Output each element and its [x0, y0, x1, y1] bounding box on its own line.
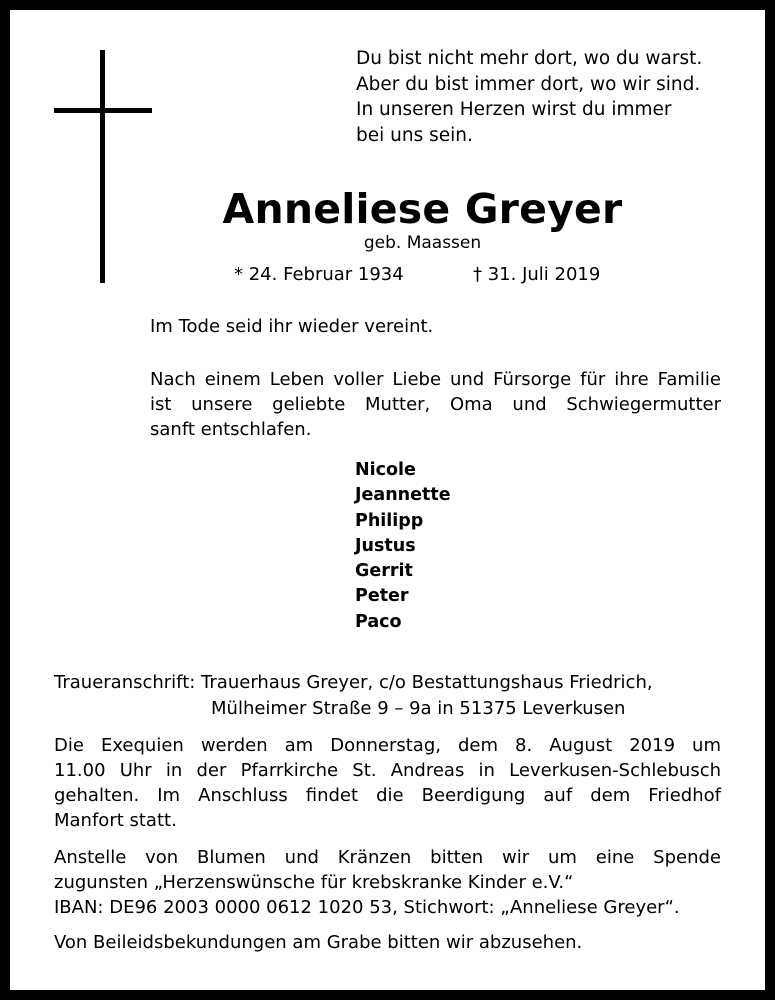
- maiden-name: geb. Maassen: [363, 233, 482, 253]
- poem-line: bei uns sein.: [356, 124, 473, 146]
- address-line: Traueranschrift: Trauerhaus Greyer, c/o Bestattungshaus Friedrich,: [54, 672, 653, 693]
- donation-paragraph: [54, 845, 721, 920]
- closing-line: Von Beileidsbekundungen am Grabe bitten wir abzusehen.: [54, 932, 583, 953]
- poem-line: Aber du bist immer dort, wo wir sind.: [356, 73, 701, 95]
- mourner-name: Philipp: [355, 510, 424, 531]
- service-line: gehalten. Im Anschluss findet die Beerdigung auf dem Friedhof: [54, 785, 721, 806]
- mourner-name: Paco: [355, 611, 402, 632]
- intro-text: Im Tode seid ihr wieder vereint.: [150, 316, 434, 337]
- mourner-name: Peter: [355, 586, 409, 607]
- address-line: Mülheimer Straße 9 – 9a in 51375 Leverkusen: [211, 697, 626, 719]
- service-paragraph: [54, 733, 721, 833]
- death-date: † 31. Juli 2019: [473, 264, 601, 285]
- service-line: Die Exequien werden am Donnerstag, dem 8. August 2019 um: [54, 735, 721, 756]
- donation-line: IBAN: DE96 2003 0000 0612 1020 53, Stichwort: „Anneliese Greyer“.: [54, 897, 680, 918]
- deceased-name: Anneliese Greyer: [222, 185, 623, 233]
- service-line: Manfort statt.: [54, 810, 177, 831]
- poem-line: Du bist nicht mehr dort, wo du warst.: [356, 48, 703, 69]
- message-line: ist unsere geliebte Mutter, Oma und Schwiegermutter: [150, 394, 721, 415]
- message-paragraph: [150, 367, 721, 442]
- poem-line: In unseren Herzen wirst du immer: [356, 99, 672, 120]
- donation-line: zugunsten „Herzenswünsche für krebskranke Kinder e.V.“: [54, 872, 574, 893]
- service-line: 11.00 Uhr in der Pfarrkirche St. Andreas in Leverkusen-Schlebusch: [54, 760, 721, 781]
- mourners-list: [355, 458, 451, 635]
- mourner-name: Jeannette: [355, 485, 451, 506]
- mourning-address: [54, 670, 653, 721]
- mourner-name: Nicole: [355, 460, 416, 480]
- poem: [356, 46, 702, 148]
- closing-text: [54, 930, 721, 955]
- cross-icon-bar: [54, 108, 152, 113]
- mourner-name: Gerrit: [355, 561, 413, 582]
- message-line: Nach einem Leben voller Liebe und Fürsorge für ihre Familie: [150, 369, 721, 390]
- donation-line: Anstelle von Blumen und Kränzen bitten wir um eine Spende: [54, 847, 721, 868]
- message-line: sanft entschlafen.: [150, 419, 312, 440]
- mourner-name: Justus: [355, 535, 416, 556]
- birth-date: * 24. Februar 1934: [234, 264, 404, 285]
